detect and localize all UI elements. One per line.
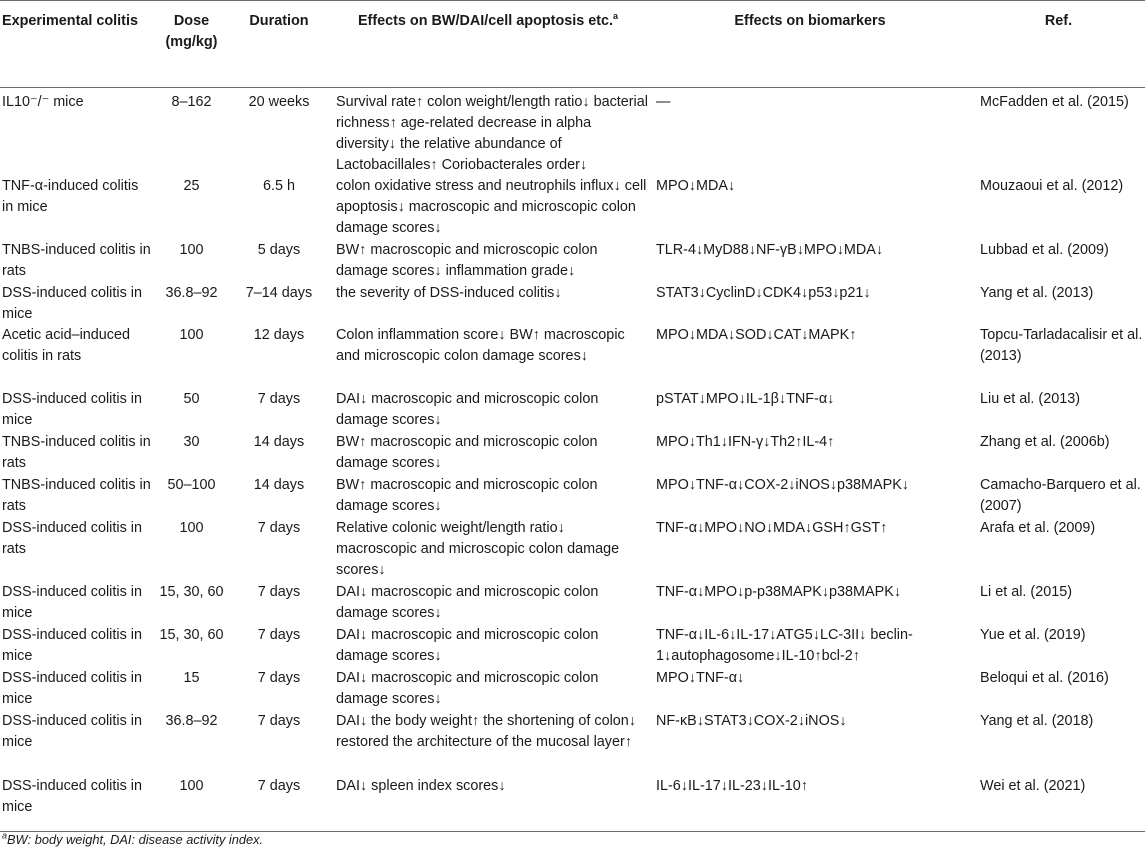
header-duration: Duration	[249, 13, 309, 29]
cell-ref: Mouzaoui et al. (2012)	[980, 178, 1124, 194]
table-row	[0, 88, 1145, 177]
cell-ref: Yang et al. (2013)	[980, 285, 1094, 301]
cell-effects: DAI↓ the body weight↑ the shortening of colon↓ restored the architecture of the mucosal layer↑	[336, 713, 636, 750]
table-row	[0, 475, 1145, 518]
header-footnote-marker: a	[613, 11, 619, 22]
table-row	[0, 625, 1145, 668]
cell-dose: 50	[183, 391, 200, 407]
cell-effects: DAI↓ macroscopic and microscopic colon damage scores↓	[336, 584, 599, 621]
cell-dose: 100	[179, 242, 204, 258]
cell-ref: Yue et al. (2019)	[980, 627, 1086, 643]
cell-biomarkers: MPO↓MDA↓SOD↓CAT↓MAPK↑	[656, 327, 857, 343]
cell-dose: 25	[183, 178, 200, 194]
table-row	[0, 176, 1145, 240]
table-row	[0, 389, 1145, 432]
cell-experimental-colitis: TNBS-induced colitis in rats	[2, 477, 151, 514]
header-effects-bw-text: Effects on BW/DAI/cell apoptosis etc.	[357, 13, 614, 29]
cell-duration: 14 days	[253, 434, 305, 450]
cell-duration: 6.5 h	[262, 178, 295, 194]
cell-experimental-colitis: DSS-induced colitis in mice	[2, 670, 142, 707]
cell-biomarkers: IL-6↓IL-17↓IL-23↓IL-10↑	[656, 778, 808, 794]
footnote-marker: a	[2, 830, 8, 841]
cell-duration: 7 days	[257, 670, 301, 686]
cell-ref: Camacho-Barquero et al. (2007)	[980, 477, 1141, 514]
cell-biomarkers: TNF-α↓MPO↓NO↓MDA↓GSH↑GST↑	[656, 520, 888, 536]
table-row	[0, 582, 1145, 625]
cell-duration: 7 days	[257, 627, 301, 643]
header-experimental-colitis: Experimental colitis	[2, 13, 138, 29]
cell-biomarkers: MPO↓Th1↓IFN-γ↓Th2↑IL-4↑	[656, 434, 835, 450]
cell-duration: 7 days	[257, 520, 301, 536]
cell-ref: Li et al. (2015)	[980, 584, 1072, 600]
cell-effects: the severity of DSS-induced colitis↓	[336, 285, 562, 301]
cell-experimental-colitis: DSS-induced colitis in rats	[2, 520, 142, 557]
cell-ref: McFadden et al. (2015)	[980, 94, 1129, 110]
cell-effects: DAI↓ macroscopic and microscopic colon damage scores↓	[336, 627, 599, 664]
cell-dose: 100	[179, 327, 204, 343]
cell-biomarkers: NF-κB↓STAT3↓COX-2↓iNOS↓	[656, 713, 847, 729]
cell-dose: 15, 30, 60	[159, 584, 224, 600]
cell-biomarkers: MPO↓TNF-α↓COX-2↓iNOS↓p38MAPK↓	[656, 477, 909, 493]
cell-effects: DAI↓ macroscopic and microscopic colon damage scores↓	[336, 391, 599, 428]
cell-biomarkers: STAT3↓CyclinD↓CDK4↓p53↓p21↓	[656, 285, 871, 301]
cell-experimental-colitis: TNBS-induced colitis in rats	[2, 242, 151, 279]
cell-effects: colon oxidative stress and neutrophils influx↓ cell apoptosis↓ macroscopic and microscopic colon damage scores↓	[336, 178, 647, 236]
cell-dose: 15, 30, 60	[159, 627, 224, 643]
cell-dose: 15	[183, 670, 200, 686]
cell-experimental-colitis: DSS-induced colitis in mice	[2, 584, 142, 621]
table-row	[0, 711, 1145, 776]
cell-duration: 7–14 days	[245, 285, 313, 301]
cell-biomarkers: TNF-α↓IL-6↓IL-17↓ATG5↓LC-3II↓ beclin-1↓autophagosome↓IL-10↑bcl-2↑	[656, 627, 913, 664]
cell-effects: BW↑ macroscopic and microscopic colon damage scores↓ inflammation grade↓	[336, 242, 598, 279]
cell-effects: Relative colonic weight/length ratio↓ macroscopic and microscopic colon damage scores↓	[336, 520, 620, 578]
cell-effects: BW↑ macroscopic and microscopic colon damage scores↓	[336, 434, 598, 471]
cell-experimental-colitis: DSS-induced colitis in mice	[2, 285, 142, 322]
cell-dose: 36.8–92	[165, 285, 218, 301]
cell-duration: 12 days	[253, 327, 305, 343]
header-effects-bw	[328, 1, 648, 88]
cell-experimental-colitis: TNF-α-induced colitis in mice	[2, 178, 139, 215]
cell-ref: Topcu-Tarladacalisir et al. (2013)	[980, 327, 1143, 364]
cell-effects: DAI↓ spleen index scores↓	[336, 778, 506, 794]
cell-biomarkers: —	[656, 94, 671, 110]
cell-dose: 100	[179, 520, 204, 536]
cell-ref: Arafa et al. (2009)	[980, 520, 1096, 536]
cell-effects: Colon inflammation score↓ BW↑ macroscopic and microscopic colon damage scores↓	[336, 327, 625, 364]
cell-dose: 36.8–92	[165, 713, 218, 729]
cell-effects: DAI↓ macroscopic and microscopic colon damage scores↓	[336, 670, 599, 707]
cell-ref: Zhang et al. (2006b)	[980, 434, 1110, 450]
table-footnote	[2, 832, 263, 847]
cell-duration: 7 days	[257, 713, 301, 729]
cell-biomarkers: pSTAT↓MPO↓IL-1β↓TNF-α↓	[656, 391, 835, 407]
cell-dose: 30	[183, 434, 200, 450]
cell-duration: 7 days	[257, 584, 301, 600]
cell-ref: Yang et al. (2018)	[980, 713, 1094, 729]
cell-ref: Beloqui et al. (2016)	[980, 670, 1109, 686]
cell-experimental-colitis: DSS-induced colitis in mice	[2, 391, 142, 428]
cell-duration: 7 days	[257, 778, 301, 794]
cell-duration: 5 days	[257, 242, 301, 258]
table-row	[0, 432, 1145, 475]
cell-duration: 14 days	[253, 477, 305, 493]
cell-experimental-colitis: DSS-induced colitis in mice	[2, 778, 142, 815]
cell-biomarkers: TNF-α↓MPO↓p-p38MAPK↓p38MAPK↓	[656, 584, 902, 600]
header-effects-biomarkers: Effects on biomarkers	[734, 13, 886, 29]
table-header	[0, 1, 1145, 88]
table-row	[0, 668, 1145, 711]
cell-duration: 7 days	[257, 391, 301, 407]
table-row	[0, 776, 1145, 831]
cell-biomarkers: MPO↓TNF-α↓	[656, 670, 745, 686]
table-row	[0, 518, 1145, 582]
cell-ref: Lubbad et al. (2009)	[980, 242, 1109, 258]
table-body	[0, 88, 1145, 832]
table-row	[0, 283, 1145, 325]
header-ref: Ref.	[1044, 13, 1073, 29]
cell-biomarkers: MPO↓MDA↓	[656, 178, 736, 194]
cell-experimental-colitis: IL10⁻/⁻ mice	[2, 94, 84, 110]
table-row	[0, 325, 1145, 389]
table-row	[0, 240, 1145, 283]
cell-effects: BW↑ macroscopic and microscopic colon damage scores↓	[336, 477, 598, 514]
header-dose: Dose (mg/kg)	[165, 13, 218, 50]
cell-experimental-colitis: Acetic acid–induced colitis in rats	[2, 327, 130, 364]
cell-dose: 8–162	[171, 94, 212, 110]
cell-duration: 20 weeks	[248, 94, 310, 110]
cell-experimental-colitis: DSS-induced colitis in mice	[2, 627, 142, 664]
cell-experimental-colitis: TNBS-induced colitis in rats	[2, 434, 151, 471]
cell-dose: 100	[179, 778, 204, 794]
footnote-text: BW: body weight, DAI: disease activity index.	[7, 832, 264, 847]
cell-ref: Liu et al. (2013)	[980, 391, 1080, 407]
cell-dose: 50–100	[167, 477, 216, 493]
cell-effects: Survival rate↑ colon weight/length ratio↓ bacterial richness↑ age-related decrease in alpha diversity↓ the relative abundance of Lactobacillales↑ Coriobacterales order↓	[336, 94, 648, 173]
cell-ref: Wei et al. (2021)	[980, 778, 1086, 794]
cell-experimental-colitis: DSS-induced colitis in mice	[2, 713, 142, 750]
cell-biomarkers: TLR-4↓MyD88↓NF-γB↓MPO↓MDA↓	[656, 242, 884, 258]
